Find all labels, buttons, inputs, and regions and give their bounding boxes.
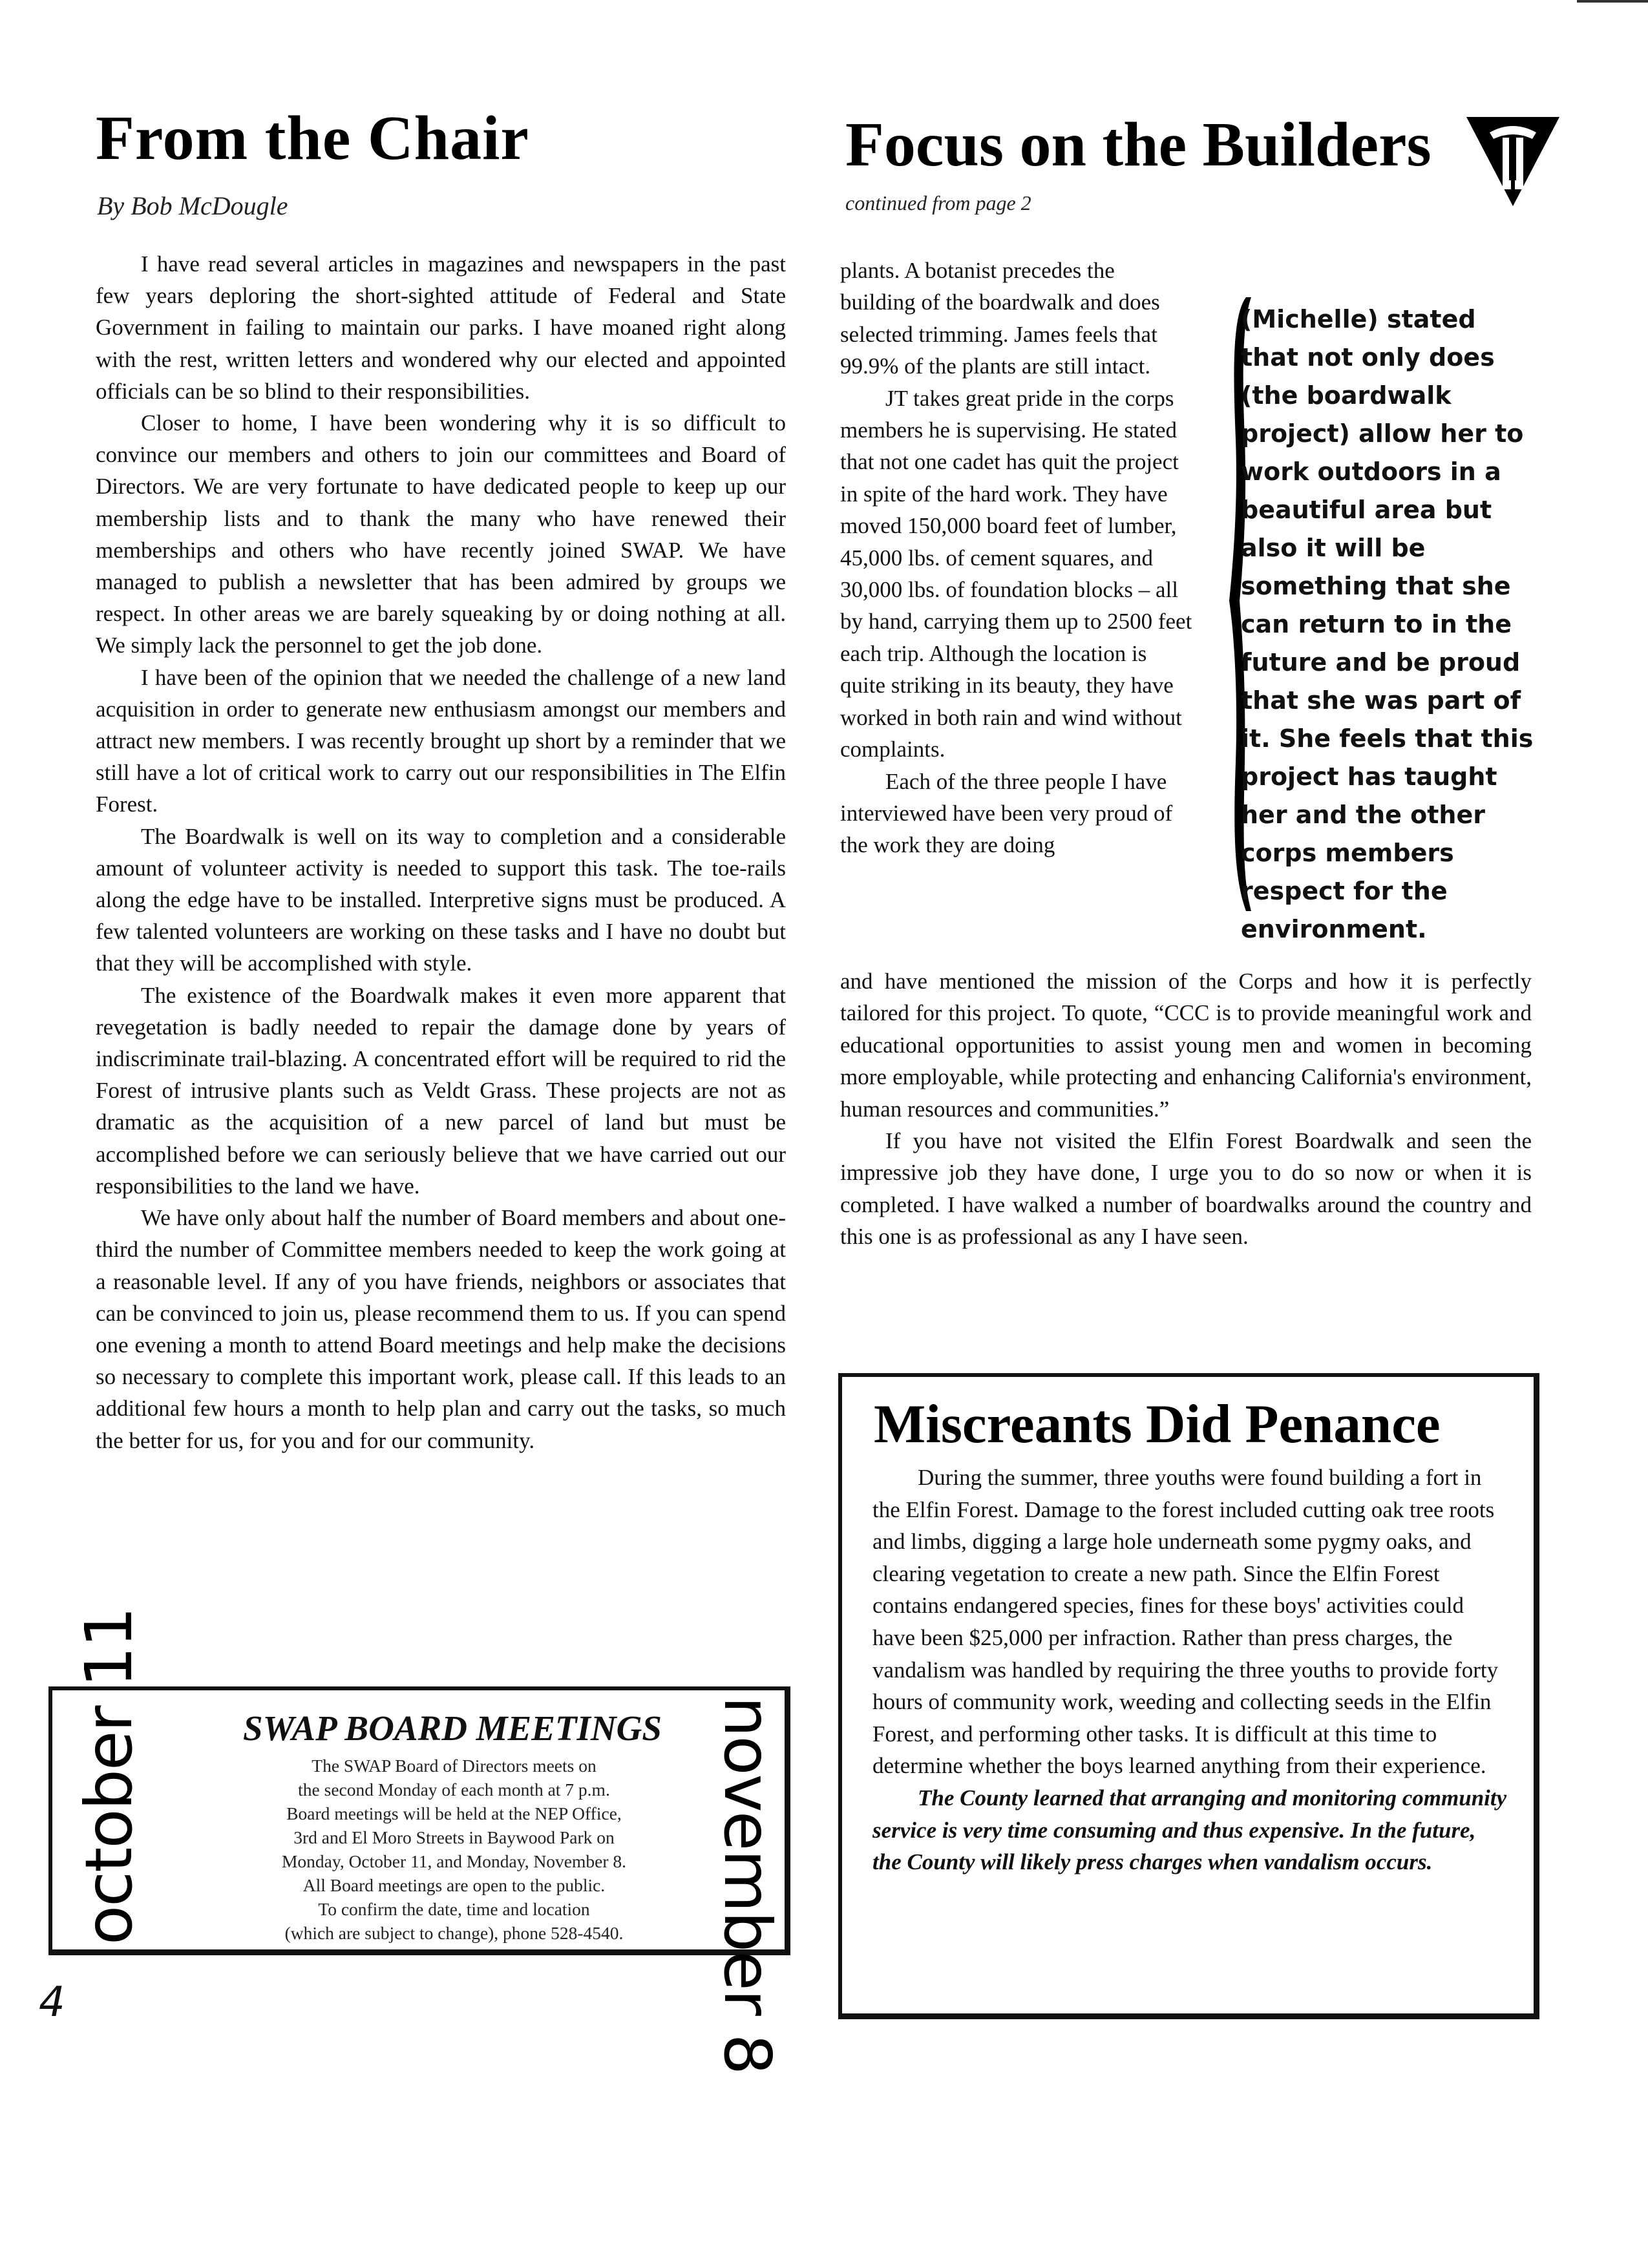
meetings-line: Board meetings will be held at the NEP Office, <box>286 1803 622 1823</box>
paragraph: Each of the three people I have interviewed have been very proud of the work they are doing <box>840 768 1173 858</box>
october-date-vertical: october 11 <box>71 1608 147 1945</box>
ccc-logo-icon <box>1464 113 1562 209</box>
focus-on-builders-title: Focus on the Builders <box>845 110 1431 180</box>
focus-wide-column <box>840 965 1532 1253</box>
miscreants-body <box>872 1462 1509 1878</box>
meetings-line: the second Monday of each month at 7 p.m. <box>298 1780 610 1800</box>
meetings-line: (which are subject to change), phone 528-4540. <box>284 1923 624 1943</box>
miscreants-title: Miscreants Did Penance <box>874 1394 1441 1454</box>
paragraph: The Boardwalk is well on its way to completion and a considerable amount of volunteer activity is needed to support this task. The toe-rails along the edge have to be installed. Interpretive signs must be produced. A few talented volunteers are working on these tasks and I have no doubt but that they will be accomplished with style. <box>96 823 786 976</box>
paragraph: The existence of the Boardwalk makes it even more apparent that revegetation is badly needed to repair the damage done by years of indiscriminate trail-blazing. A concentrated effort will be required to rid the Forest of intrusive plants such as Veldt Grass. These projects are not as dramatic as the acquisition of a new parcel of land but must be accomplished before we can seriously believe that we have carried out our responsibilities to the land we have. <box>96 982 786 1199</box>
paragraph: If you have not visited the Elfin Forest Boardwalk and seen the impressive job they have done, I urge you to do so now or when it is completed. I have walked a number of boardwalks around the country and this one is as professional as any I have seen. <box>840 1128 1532 1250</box>
page-number: 4 <box>39 1979 65 2026</box>
byline: By Bob McDougle <box>97 191 288 220</box>
from-the-chair-body <box>96 248 786 1456</box>
paragraph: I have read several articles in magazines and newspapers in the past few years deploring the short-sighted attitude of Federal and State Government in failing to maintain our parks. I have moaned right along with the rest, written letters and wondered why our elected and appointed officials can be so blind to their responsibilities. <box>96 251 786 404</box>
paragraph: Closer to home, I have been wondering why it is so difficult to convince our members and others to join our committees and Board of Directors. We are very fortunate to have dedicated people to keep up our membership lists and to thank the many who have renewed their memberships and others who have recently joined SWAP. We have managed to publish a newsletter that has been admired by groups we respect. In other areas we are barely squeaking by or doing nothing at all. We simply lack the personnel to get the job done. <box>96 410 786 658</box>
focus-narrow-column <box>840 255 1196 861</box>
continued-note: continued from page 2 <box>845 191 1031 215</box>
meetings-line: The SWAP Board of Directors meets on <box>312 1756 597 1776</box>
meetings-line: To confirm the date, time and location <box>318 1899 590 1919</box>
meetings-line: All Board meetings are open to the public. <box>302 1875 606 1895</box>
november-date-vertical: november 8 <box>710 1696 785 2074</box>
meetings-body <box>194 1754 714 1945</box>
paragraph: We have only about half the number of Board members and about one-third the number of Committee members needed to keep the work going at a reasonable level. If any of you have friends, neighbors or associates that can be convinced to join us, please recommend them to us. If you can spend one evening a month to attend Board meetings and help make the decisions so necessary to complete this important work, please call. If this leads to an additional few hours a month to help plan and carry out the tasks, so much the better for us, for you and for our community. <box>96 1205 786 1453</box>
paragraph: During the summer, three youths were found building a fort in the Elfin Forest. Damage to the forest included cutting oak tree roots and limbs, digging a large hole underneath some pygmy oaks, and clearing vegetation to create a new path. Since the Elfin Forest contains endangered species, fines for these boys' activities could have been $25,000 per infraction. Rather than press charges, the vandalism was handled by requiring the three youths to provide forty hours of community work, weeding and collecting seeds in the Elfin Forest, and performing other tasks. It is difficult at this time to determine whether the boys learned anything from their experience. <box>872 1465 1499 1779</box>
pull-quote: (Michelle) stated that not only does (the boardwalk project) allow her to work outdoors in a beautiful area but also it will be something that she can return to in the future and be proud that she was part of it. She feels that this project has taught her and the other corps members respect for the environment. <box>1241 305 1534 943</box>
paragraph: JT takes great pride in the corps members he is supervising. He stated that not one cadet has quit the project in spite of the hard work. They have moved 150,000 board feet of lumber, 45,000 lbs. of cement squares, and 30,000 lbs. of foundation blocks – all by hand, carrying them up to 2500 feet each trip. Although the location is quite striking in its beauty, they have worked in both rain and wind without complaints. <box>840 385 1192 762</box>
italic-paragraph: The County learned that arranging and monitoring community service is very time consuming and thus expensive. In the future, the County will likely press charges when vandalism occurs. <box>872 1785 1507 1875</box>
meetings-title: SWAP BOARD MEETINGS <box>243 1708 662 1748</box>
page-edge-mark <box>1577 0 1648 3</box>
meetings-line: 3rd and El Moro Streets in Baywood Park on <box>293 1827 615 1847</box>
paragraph: plants. A botanist precedes the building of the boardwalk and does selected trimming. James feels that 99.9% of the plants are still intact. <box>840 258 1160 379</box>
meetings-line: Monday, October 11, and Monday, November 8. <box>281 1851 627 1871</box>
paragraph: I have been of the opinion that we needed the challenge of a new land acquisition in order to generate new enthusiasm amongst our members and attract new members. I was recently brought up short by a reminder that we still have a lot of critical work to carry out our responsibilities in The Elfin Forest. <box>96 664 786 817</box>
paragraph: and have mentioned the mission of the Corps and how it is perfectly tailored for this project. To quote, “CCC is to provide meaningful work and educational opportunities to assist young men and women in becoming more employable, while protecting and enhancing California's environment, human resources and communities.” <box>840 969 1532 1122</box>
from-the-chair-title: From the Chair <box>96 103 529 173</box>
